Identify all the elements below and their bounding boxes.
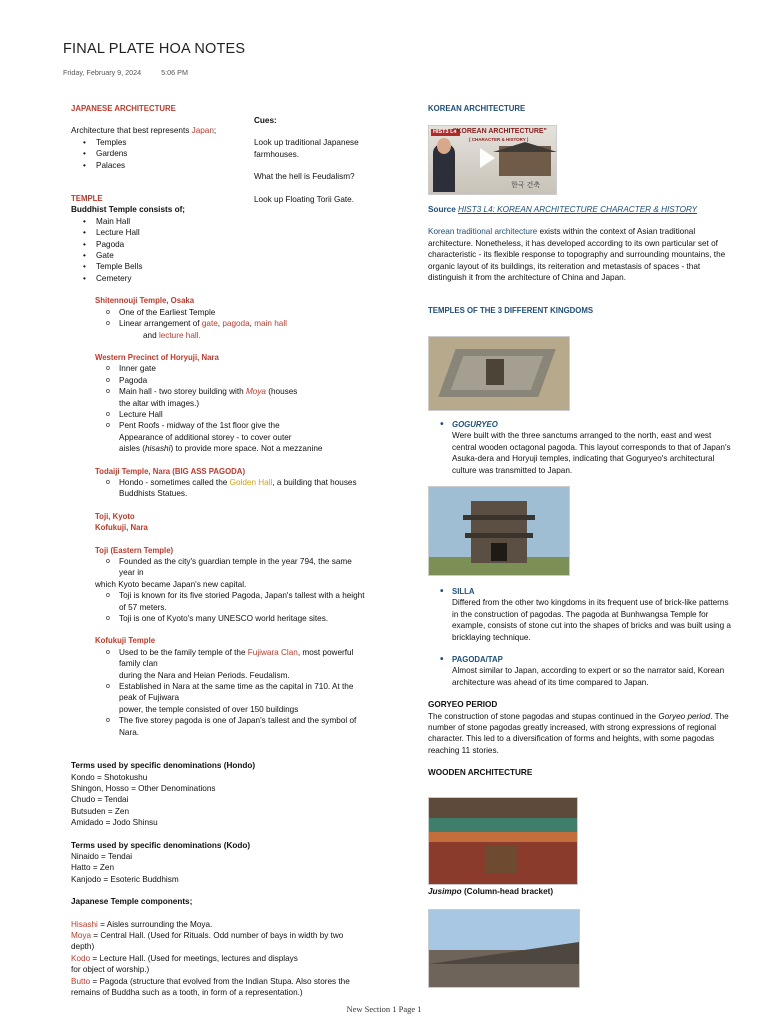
list-item: o The five storey pagoda is one of Japan's tallest and the symbol of xyxy=(71,715,401,726)
toji-cont-3: of 57 meters. xyxy=(119,602,167,612)
silla-line: bricklaying technique. xyxy=(452,632,531,642)
goryeo-heading: GORYEO PERIOD xyxy=(428,700,498,710)
terms-hondo-heading: Terms used by specific denominations (Hondo) xyxy=(71,761,256,771)
list-item: o Pent Roofs - midway of the 1st floor give the xyxy=(71,420,401,431)
toji-list xyxy=(71,556,401,567)
video-tag: HIST3 L4: xyxy=(433,129,459,135)
video-thumbnail[interactable] xyxy=(428,125,557,195)
goguryeo-section xyxy=(428,419,758,476)
component-kodo-cont: for object of worship.) xyxy=(71,965,150,975)
kr-paragraph-line: organic layout of its buildings, its reiteration and metastasis of spaces - that xyxy=(428,261,701,271)
hondo-term: Butsuden = Zen xyxy=(71,806,130,816)
right-column xyxy=(428,103,758,114)
toji-cont-2: which Kyoto became Japan's new capital. xyxy=(95,579,247,589)
list-item: o Main hall - two storey building with Moya (houses xyxy=(71,386,401,397)
jusimpo-image xyxy=(428,797,578,885)
kofukuji-nara-heading: Kofukuji, Nara xyxy=(95,523,148,533)
toji-kyoto-heading: Toji, Kyoto xyxy=(95,511,135,521)
complex-pagoda xyxy=(486,359,504,385)
goguryeo-line: culture was transmitted to Japan. xyxy=(452,465,573,475)
page-meta xyxy=(63,67,206,78)
list-item: • Gardens xyxy=(71,148,401,159)
play-icon[interactable] xyxy=(480,148,495,168)
component-moya: Moya = Central Hall. (Used for Rituals. Odd number of bays in width by two xyxy=(71,930,344,940)
temple-list xyxy=(71,216,401,284)
kodo-term: Ninaido = Tendai xyxy=(71,851,133,861)
goryeo-line: reaching 11 stories. xyxy=(428,745,499,755)
kofukuji-cont-5: Nara. xyxy=(119,727,140,737)
kofukuji-heading: Kofukuji Temple xyxy=(95,636,156,646)
silla-pagoda-image xyxy=(428,486,570,576)
right-text-1 xyxy=(428,204,758,317)
painted-beam xyxy=(429,818,577,832)
video-subtitle: ( CHARACTER & HISTORY ) xyxy=(469,137,529,142)
page-date: Friday, February 9, 2024 xyxy=(63,68,142,77)
temple-heading: TEMPLE xyxy=(71,194,103,204)
horyuji-heading: Western Precinct of Horyuji, Nara xyxy=(95,352,219,362)
todaiji-list xyxy=(71,477,401,488)
silla-line: Differed from the other two kingdoms in its frequent use of brick-like patterns xyxy=(452,598,729,608)
terms-kodo-heading: Terms used by specific denominations (Kodo) xyxy=(71,840,251,850)
list-item: • Temple Bells xyxy=(71,261,401,272)
component-kodo: Kodo = Lecture Hall. (Used for meetings, lectures and displays xyxy=(71,953,298,963)
temple-subheading: Buddhist Temple consists of; xyxy=(71,205,186,215)
kofukuji-list xyxy=(71,647,401,658)
list-item: o Linear arrangement of gate, pagoda, main hall xyxy=(71,318,401,329)
silla-line: in the construction of pagodas. The pagoda at Bunhwangsa Temple for xyxy=(452,609,709,619)
jp-intro: Architecture that best represents Japan; xyxy=(71,126,217,136)
kofukuji-list-2 xyxy=(71,681,401,692)
roof-edge xyxy=(429,942,579,964)
shitennouji-cont: and lecture hall. xyxy=(143,330,201,340)
horyuji-list xyxy=(71,363,401,397)
roof-image xyxy=(428,909,580,988)
left-column xyxy=(71,103,401,997)
horyuji-cont-3: aisles (hisashi) to provide more space. Not a mezzanine xyxy=(119,444,323,454)
component-butto: Butto = Pagoda (structure that evolved from the Indian Stupa. Also stores the xyxy=(71,976,350,986)
hondo-term: Shingon, Hosso = Other Denominations xyxy=(71,783,216,793)
horyuji-cont: the altar with images.) xyxy=(119,398,200,408)
hondo-term: Amidado = Jodo Shinsu xyxy=(71,818,158,828)
pagoda-heading: • PAGODA/TAP xyxy=(428,654,758,665)
page-time: 5:06 PM xyxy=(161,68,188,77)
kr-paragraph-line: distinguish it from the architecture of China and Japan. xyxy=(428,273,626,283)
kofukuji-cont-4: power, the temple consisted of over 150 buildings xyxy=(119,704,299,714)
list-item: o One of the Earliest Temple xyxy=(71,307,401,318)
silla-section xyxy=(428,586,758,779)
goryeo-line: character. This led to a diversification of forms and heights, with some pagodas xyxy=(428,734,715,744)
list-item: o Hondo - sometimes called the Golden Hall, a building that houses xyxy=(71,477,401,488)
list-item: • Lecture Hall xyxy=(71,227,401,238)
pagoda-line: architecture was ahead of its time compared to Japan. xyxy=(452,677,649,687)
pagoda-door xyxy=(491,543,507,561)
list-item: o Toji is known for its five storied Pagoda, Japan's tallest with a height xyxy=(71,590,401,601)
goguryeo-line: Asuka-dera and Horyuji temples, indicating that Goguryeo's architectural xyxy=(452,454,715,464)
hondo-term: Chudo = Tendai xyxy=(71,795,129,805)
kofukuji-list-3 xyxy=(71,715,401,726)
list-item: • Gate xyxy=(71,250,401,261)
page-title: FINAL PLATE HOA NOTES xyxy=(63,41,246,57)
kr-heading: KOREAN ARCHITECTURE xyxy=(428,104,526,113)
toji-list-3 xyxy=(71,613,401,624)
cues-label: Cues: xyxy=(254,116,277,125)
kofukuji-cont-3: peak of Fujiwara xyxy=(119,693,180,703)
toji-list-2 xyxy=(71,590,401,601)
cue-item: Look up Floating Torii Gate. xyxy=(254,194,354,204)
todaiji-heading: Todaiji Temple, Nara (BIG ASS PAGODA) xyxy=(95,466,246,476)
goguryeo-heading: • GOGURYEO xyxy=(428,419,758,430)
list-item: • Cemetery xyxy=(71,273,401,284)
kr-paragraph-line: characteristic - its flexible response to topography and surrounding mountains, the xyxy=(428,250,726,260)
list-item: o Used to be the family temple of the Fujiwara Clan, most powerful xyxy=(71,647,401,658)
pagoda-tier xyxy=(465,533,533,538)
source-line: Source HIST3 L4: KOREAN ARCHITECTURE CHARACTER & HISTORY xyxy=(428,205,698,214)
kofukuji-cont-2: during the Nara and Heian Periods. Feudalism. xyxy=(119,670,290,680)
goguryeo-line: central wooden octagonal pagoda. This layout corresponds to that of Japan's xyxy=(452,442,731,452)
silla-heading: • SILLA xyxy=(428,586,758,597)
components-heading: Japanese Temple components; xyxy=(71,897,193,907)
cues-column xyxy=(254,115,419,205)
list-item: o Toji is one of Kyoto's many UNESCO world heritage sites. xyxy=(71,613,401,624)
horyuji-cont-2: Appearance of additional storey - to cover outer xyxy=(119,432,292,442)
source-link[interactable]: HIST3 L4: KOREAN ARCHITECTURE CHARACTER & HISTORY xyxy=(458,205,698,214)
shitennouji-list xyxy=(71,307,401,330)
list-item: • Temples xyxy=(71,137,401,148)
jusimpo-caption: Jusimpo (Column-head bracket) xyxy=(428,887,554,896)
wooden-heading: WOODEN ARCHITECTURE xyxy=(428,768,533,778)
temples-heading: TEMPLES OF THE 3 DIFFERENT KINGDOMS xyxy=(428,306,594,316)
list-item: o Lecture Hall xyxy=(71,409,401,420)
video-title: "KOREAN ARCHITECTURE" xyxy=(453,128,547,135)
list-item: • Palaces xyxy=(71,160,401,171)
bracket-block xyxy=(485,846,517,874)
hondo-term: Kondo = Shotokushu xyxy=(71,772,148,782)
painted-beam xyxy=(429,832,577,842)
goryeo-line: number of stone pagodas greatly increased, with strong expressions of regional xyxy=(428,723,717,733)
presenter-head xyxy=(437,138,451,154)
list-item: o Pagoda xyxy=(71,375,401,386)
list-item: • Main Hall xyxy=(71,216,401,227)
temple-complex-image xyxy=(428,336,570,411)
component-hisashi: Hisashi = Aisles surrounding the Moya. xyxy=(71,919,213,929)
roof-shape xyxy=(493,142,557,152)
pagoda-line: Almost similar to Japan, according to expert or so the narrator said, Korean xyxy=(452,666,725,676)
silla-line: example, consists of stone cut into the shapes of bricks and was built using a xyxy=(452,621,731,631)
jp-heading: JAPANESE ARCHITECTURE xyxy=(71,104,176,113)
list-item: o Established in Nara at the same time as the capital in 710. At the xyxy=(71,681,401,692)
cue-item: farmhouses. xyxy=(254,149,300,159)
todaiji-cont: Buddhists Statues. xyxy=(119,489,188,499)
list-item: o Inner gate xyxy=(71,363,401,374)
goguryeo-line: Were built with the three sanctums arranged to the north, east and west xyxy=(452,431,712,441)
kofukuji-cont: family clan xyxy=(119,659,158,669)
cue-item: Look up traditional Japanese xyxy=(254,138,359,148)
list-item: • Pagoda xyxy=(71,239,401,250)
horyuji-list-2 xyxy=(71,409,401,432)
video-korean-text: 한국 건축 xyxy=(511,182,540,189)
kr-paragraph-line: architecture. Nonetheless, it has developed according to its own particular set of xyxy=(428,238,718,248)
component-moya-cont: depth) xyxy=(71,942,95,952)
component-butto-cont: remains of Buddha such as a tooth, in form of a representation.) xyxy=(71,988,303,997)
toji-east-heading: Toji (Eastern Temple) xyxy=(95,545,174,555)
goryeo-line: The construction of stone pagodas and stupas continued in the Goryeo period. The xyxy=(428,711,729,721)
toji-cont: year in xyxy=(119,568,144,578)
kr-paragraph: Korean traditional architecture exists within the context of Asian traditional xyxy=(428,227,696,237)
eaves xyxy=(429,798,577,818)
kodo-term: Hatto = Zen xyxy=(71,863,115,873)
kodo-term: Kanjodo = Esoteric Buddhism xyxy=(71,874,179,884)
pagoda-tier xyxy=(463,515,535,520)
cue-item: What the hell is Feudalism? xyxy=(254,172,355,182)
list-item: o Founded as the city's guardian temple in the year 794, the same xyxy=(71,556,401,567)
shitennouji-heading: Shitennouji Temple, Osaka xyxy=(95,296,195,306)
page-footer: New Section 1 Page 1 xyxy=(346,1004,422,1014)
